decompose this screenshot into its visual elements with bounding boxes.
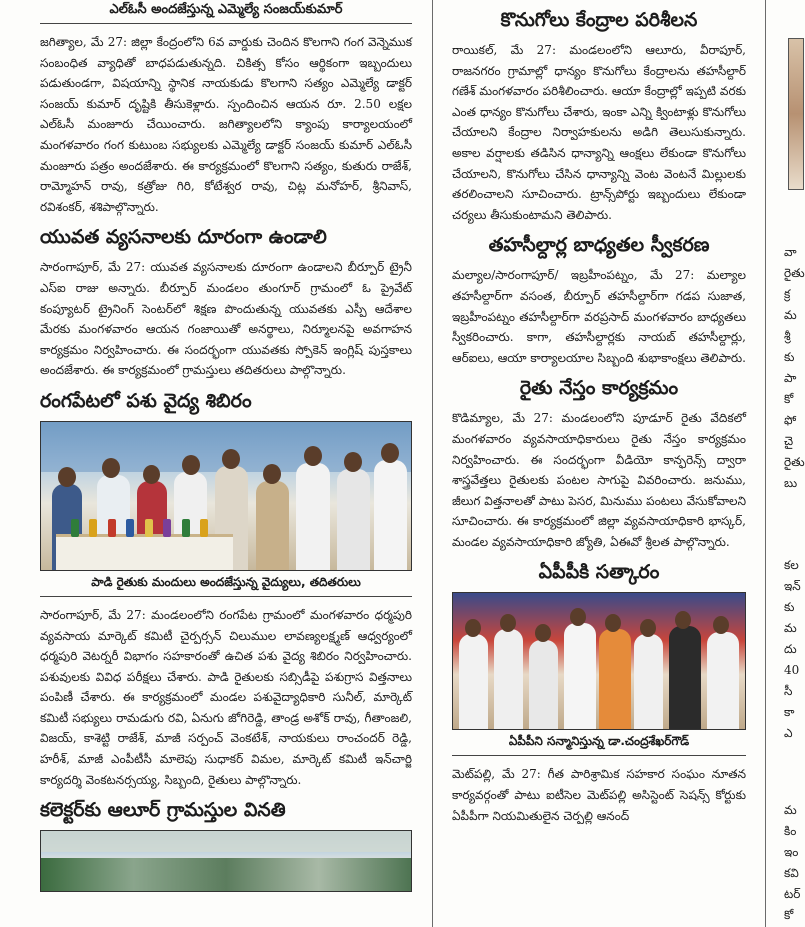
collector-petition-photo (40, 830, 412, 892)
right-fragment: కో (784, 392, 794, 406)
loc-story-body: జగిత్యాల, మే 27: జిల్లా కేంద్రంలోని 6వ వార్డుకు చెందిన కొలగాని గంగ వెన్నెముక సంబంధిత వ్యాధితో బాధపడుతున్నది. చికిత్స కోసం ఆర్థికంగా ఇబ్బందులు పడుతుండగా, విషయాన్ని స్థానిక నాయకుడు కొలగాని సత్యం ఎమ్మెల్యే డాక్టర్ సంజయ్ కుమార్ దృష్టికి తీసుకెళ్లారు. స్పందించిన ఆయన రూ. 2.50 లక్షల ఎల్ఓసీ మంజూరు చేయించారు. జగిత్యాలలోని క్యాంపు కార్యాలయంలో మంగళవారం గంగ కుటుంబ సభ్యులకు ఎమ్మెల్యే డాక్టర్ సంజయ్ కుమార్ ఎల్ఓసీ మంజూరు పత్రం అందజేశారు. ఈ కార్యక్రమంలో కొలగాని సత్యం, కుతురు రాజేశ్, రామ్మోహన్ రావు, కత్రోజు గిరి, కోటేశ్వర రావు, చిట్ల మనోహర్, శ్రీనివాస్, రవిశంకర్, శశిపాల్గొన్నారు. (40, 35, 412, 214)
right-fragment: ఫో (784, 413, 797, 427)
right-fragment: శ్రీ (784, 329, 791, 343)
veterinary-camp-photo-caption: పాడి రైతుకు మందులు అందజేస్తున్న వైద్యులు, తదితరులు (40, 571, 412, 597)
app-felicitation-body: మెట్‌పల్లి, మే 27: గీత పారిశ్రామిక సహకార సంఘం నూతన కార్యవర్గంతో పాటు ఐటీసెల మెట్‌పల్లి అసిస్టెంట్ సెషన్స్ కోర్టుకు ఏపీపీగా నియమితులైన చెర్పల్లి ఆనంద్ (452, 767, 746, 823)
right-fragment: క్ర (784, 287, 791, 301)
veterinary-camp-body: సారంగాపూర్, మే 27: మండలంలోని రంగపేట గ్రామంలో మంగళవారం ధర్మపురి వ్యవసాయ మార్కెట్ కమిటీ చైర్పర్సన్ చిలుముల లావణ్యలక్ష్మణ్ ఆధ్వర్యంలో ధర్మపురి వెటర్నరీ విభాగం సహకారంతో ఉచిత పశు వైద్య శిబిరం నిర్వహించారు. పశువులకు వివిధ పరీక్షలు చేశారు. పాడి రైతులకు సబ్సిడీపై పశుగ్రాస విత్తనాలు పంపిణీ చేశారు. ఈ కార్యక్రమంలో మండల పశువైద్యాధికారి సునీల్, మార్కెట్ కమిటీ సభ్యులు రామడుగు రవి, ఏనుగు జోగిరెడ్డి, తాండ్ర అశోక్ రావు, గీతాంజలి, విజయ్, కాశెట్టి రాజేశ్, మాజీ సర్పంచ్ వెంకటేశ్, నాయకులు రాంచందర్ రెడ్డి, హరీశ్, మాజీ ఎంపీటీసీ మాలెపు సుధాకర్ విమల, మార్కెట్ కమిటీ ఇన్‌చార్జి కార్యదర్శి వెంకటనర్సయ్య, సిబ్బంది, రైతులు పాల్గొన్నారు. (40, 607, 412, 787)
right-fragment: 40 (784, 663, 800, 677)
column-divider-right (765, 0, 766, 927)
procurement-centres-headline: కొనుగోలు కేంద్రాల పరిశీలన (500, 9, 698, 31)
right-fragment: చై (784, 434, 794, 448)
right-fragment: కు (784, 600, 795, 614)
right-fragment: ఇం (784, 845, 799, 859)
youth-addiction-body: సారంగాపూర్, మే 27: యువత వ్యసనాలకు దూరంగా ఉండాలని బీర్పూర్ ట్రైనీ ఎస్ఐ రాజు అన్నారు. బీర్పూర్ మండలం తుంగూర్ గ్రామంలో ఓ ప్రైవేట్ కంప్యూటర్ ట్రైనింగ్ సెంటర్‌లో శిక్షణ పొందుతున్న యువతకు ఎస్పీ ఆదేశాల మేరకు మంగళవారం ఆయన గంజాయితో అనర్థాలు, నిర్మూలనపై అవగాహన కార్యక్రమం నిర్వహించారు. ఈ సందర్భంగా యువతకు స్పోకెన్ ఇంగ్లిష్ పుస్తకాలు అందజేశారు. ఈ కార్యక్రమంలో గ్రామస్తులు తదితరులు పాల్గొన్నారు. (40, 260, 412, 378)
right-fragment: దు (784, 642, 797, 656)
veterinary-camp-headline: రంగపేటలో పశు వైద్య శిబిరం (40, 389, 252, 412)
right-fragment: కిం (784, 824, 797, 838)
right-column-photo-fragment (788, 38, 804, 190)
app-felicitation-headline: ఏపీపీకి సత్కారం (538, 561, 660, 584)
right-fragment: కా (784, 705, 795, 719)
right-fragment: పా (784, 371, 797, 385)
youth-addiction-headline: యువత వ్యసనాలకు దూరంగా ఉండాలి (40, 226, 327, 249)
right-fragment: మ (784, 308, 797, 322)
right-fragment: కో (784, 908, 794, 922)
middle-column (452, 0, 746, 927)
right-fragment: రైతు (784, 266, 805, 280)
right-fragment: టర్ (784, 887, 801, 901)
right-fragment: బు (784, 476, 798, 490)
right-fragment: కల (784, 558, 799, 572)
tahsildar-charge-body: మల్యాల/సారంగాపూర్/ ఇబ్రహీంపట్నం, మే 27: మల్యాల తహసీల్దార్‌గా వసంత, బీర్పూర్ తహసీల్దార్‌గా గడప సుజాత, ఇబ్రహీంపట్నం తహసీల్దార్‌గా వరప్రసాద్ మంగళవారం బాధ్యతలు స్వీకరించారు. కాగా, తహసీల్దార్లకు నాయబ్ తహసీల్దార్లు, ఆర్ఐలు, ఆయా కార్యాలయాల సిబ్బంది శుభాకాంక్షలు తెలిపారు. (452, 268, 746, 365)
veterinary-camp-photo (40, 421, 412, 571)
right-fragment: మ (784, 621, 797, 635)
loc-photo-caption: ఎల్ఓసీ అందజేస్తున్న ఎమ్మెల్యే సంజయ్‌కుమార్ (40, 0, 412, 24)
right-column-fragment (782, 0, 805, 927)
right-fragment: కు (784, 350, 795, 364)
tahsildar-charge-headline: తహసీల్దార్ల బాధ్యతల స్వీకరణ (488, 234, 710, 257)
right-fragment: సీ (784, 684, 793, 698)
procurement-centres-body: రాయికల్, మే 27: మండలంలోని ఆలూరు, వీరాపూర్, రాజనగరం గ్రామాల్లో ధాన్యం కొనుగోలు కేంద్రాలను తహసీల్దార్ గణేశ్ మంగళవారం పరిశీలించారు. ఆయా కేంద్రాల్లో ఇప్పటి వరకు ఎంత ధాన్యం కొనుగోలు చేశారు, ఇంకా ఎన్ని క్వింటాళ్లు కొనుగోలు చేయాలని కేంద్రాల నిర్వాహకులను అడిగి తెలుసుకున్నారు. అకాల వర్షాలకు తడిసిన ధాన్యాన్ని ఆంక్షలు లేకుండా కొనుగోలు చేయాలని, కొనుగోలు చేసిన ధాన్యాన్ని వెంట వెంటనే మిల్లులకు తరలించాలని సూచించారు. ట్రాన్స్‌పోర్టు ఇబ్బందులు లేకుండా చర్యలు తీసుకుంటామని తెలిపారు. (452, 43, 746, 222)
collector-petition-headline: కలెక్టర్‌కు ఆలూర్ గ్రామస్తుల వినతి (40, 799, 286, 822)
raithu-nestham-headline: రైతు నేస్తం కార్యక్రమం (519, 377, 679, 400)
right-fragment: ఇన్ (784, 579, 801, 593)
right-fragment: మ (784, 803, 797, 817)
column-divider-left (432, 0, 433, 927)
right-fragment: రైతు (784, 455, 805, 469)
left-column (40, 0, 412, 927)
right-fragment: వా (784, 245, 797, 259)
app-felicitation-photo-caption: ఏపీపీని సన్మానిస్తున్న డా.చంద్రశేఖర్‌గౌడ్ (452, 730, 746, 756)
right-fragment: కవి (784, 866, 799, 880)
raithu-nestham-body: కొడిమ్యాల, మే 27: మండలంలోని పూడూర్ రైతు వేదికలో మంగళవారం వ్యవసాయాధికారులు రైతు నేస్తం కార్యక్రమం నిర్వహించారు. ఈ సందర్భంగా వీడియో కాన్ఫరెన్స్ ద్వారా శాస్త్రవేత్తలు రైతులకు పంటల సాగుపై వివరించారు. జనుము, జీలుగ విత్తనాలతో పాటు పెసర, మినుము పంటలు వేసుకోవాలని సూచించారు. ఈ కార్యక్రమంలో జిల్లా వ్యవసాయాధికారి భాస్కర్, మండల వ్యవసాయాధికారి జ్యోతి, ఏఈవో శ్రీలత పాల్గొన్నారు. (452, 411, 746, 549)
right-fragment: ఎ (784, 726, 793, 740)
app-felicitation-photo (452, 592, 746, 730)
